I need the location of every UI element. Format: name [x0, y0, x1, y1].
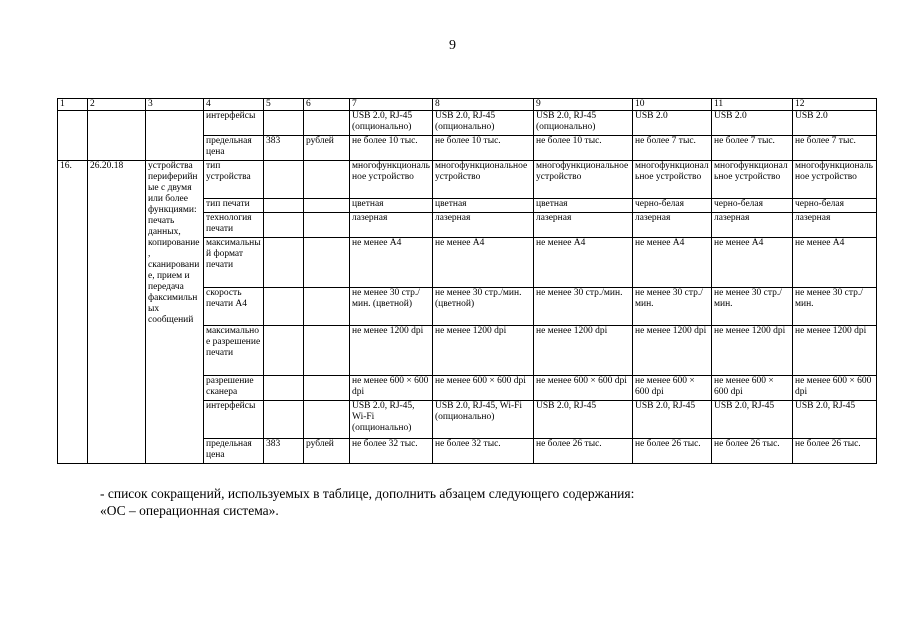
header-cell: 6	[304, 99, 350, 111]
item-name-cell: устройства периферийные с двумя или более функциями: печать данных, копирование, сканирование, прием и передача факсимильных сообщений	[146, 161, 204, 464]
value-cell: черно-белая	[712, 199, 793, 213]
unit-name-cell: рублей	[304, 136, 350, 161]
table-row	[58, 111, 877, 136]
value-cell: не более 32 тыс.	[350, 439, 433, 464]
unit-name-cell	[304, 238, 350, 288]
value-cell: не более 10 тыс.	[534, 136, 633, 161]
value-cell: не более 26 тыс.	[633, 439, 712, 464]
value-cell: не менее 600 × 600 dpi	[350, 376, 433, 401]
abbreviations-note: - список сокращений, используемых в таблице, дополнить абзацем следующего содержания:	[100, 486, 635, 501]
header-cell: 7	[350, 99, 433, 111]
value-cell: не более 7 тыс.	[712, 136, 793, 161]
header-cell: 9	[534, 99, 633, 111]
value-cell: не менее 600 × 600 dpi	[793, 376, 877, 401]
unit-code-cell: 383	[264, 439, 304, 464]
value-cell: лазерная	[633, 213, 712, 238]
unit-name-cell	[304, 288, 350, 326]
value-cell: не более 10 тыс.	[350, 136, 433, 161]
value-cell: USB 2.0, RJ-45, Wi-Fi (опционально)	[350, 401, 433, 439]
characteristic-name: тип устройства	[204, 161, 264, 199]
characteristic-name: скорость печати А4	[204, 288, 264, 326]
characteristic-name: максимальный формат печати	[204, 238, 264, 288]
value-cell: цветная	[433, 199, 534, 213]
page-number: 9	[449, 38, 456, 53]
value-cell: USB 2.0, RJ-45	[534, 401, 633, 439]
value-cell: лазерная	[712, 213, 793, 238]
header-cell: 10	[633, 99, 712, 111]
value-cell: USB 2.0, RJ-45	[793, 401, 877, 439]
value-cell: не менее 30 стр./мин.	[534, 288, 633, 326]
unit-code-cell	[264, 238, 304, 288]
value-cell: не менее 1200 dpi	[793, 326, 877, 376]
unit-code-cell	[264, 401, 304, 439]
characteristic-name: разрешение сканера	[204, 376, 264, 401]
value-cell: не менее 600 × 600 dpi	[534, 376, 633, 401]
unit-name-cell	[304, 111, 350, 136]
value-cell: не менее А4	[433, 238, 534, 288]
value-cell: не менее 30 стр./мин.	[793, 288, 877, 326]
header-cell: 4	[204, 99, 264, 111]
header-cell: 3	[146, 99, 204, 111]
unit-code-cell	[264, 288, 304, 326]
unit-code-cell	[264, 213, 304, 238]
header-cell: 12	[793, 99, 877, 111]
value-cell: USB 2.0, RJ-45 (опционально)	[433, 111, 534, 136]
value-cell: USB 2.0	[712, 111, 793, 136]
value-cell: не менее 600 × 600 dpi	[633, 376, 712, 401]
header-cell: 1	[58, 99, 88, 111]
header-cell: 5	[264, 99, 304, 111]
unit-name-cell	[304, 401, 350, 439]
value-cell: многофункциональное устройство	[350, 161, 433, 199]
unit-code-cell: 383	[264, 136, 304, 161]
characteristic-name: максимальное разрешение печати	[204, 326, 264, 376]
value-cell: не менее 600 × 600 dpi	[433, 376, 534, 401]
value-cell: USB 2.0	[793, 111, 877, 136]
value-cell: USB 2.0, RJ-45	[712, 401, 793, 439]
value-cell: не менее А4	[633, 238, 712, 288]
unit-name-cell: рублей	[304, 439, 350, 464]
value-cell: не более 26 тыс.	[793, 439, 877, 464]
value-cell: не менее 30 стр./мин. (цветной)	[350, 288, 433, 326]
value-cell: многофункциональное устройство	[633, 161, 712, 199]
value-cell: не менее А4	[793, 238, 877, 288]
value-cell: не менее 600 × 600 dpi	[712, 376, 793, 401]
unit-name-cell	[304, 376, 350, 401]
unit-name-cell	[304, 199, 350, 213]
value-cell: лазерная	[433, 213, 534, 238]
item-name-cell	[146, 111, 204, 161]
table-header-row	[58, 99, 877, 111]
item-number-cell: 16.	[58, 161, 88, 464]
header-cell: 8	[433, 99, 534, 111]
value-cell: не менее 30 стр./мин.	[633, 288, 712, 326]
unit-code-cell	[264, 376, 304, 401]
value-cell: не менее А4	[350, 238, 433, 288]
value-cell: лазерная	[350, 213, 433, 238]
value-cell: не более 10 тыс.	[433, 136, 534, 161]
abbreviation-definition: «ОС – операционная система».	[100, 503, 279, 518]
value-cell: USB 2.0, RJ-45	[633, 401, 712, 439]
unit-name-cell	[304, 213, 350, 238]
value-cell: цветная	[350, 199, 433, 213]
unit-code-cell	[264, 111, 304, 136]
value-cell: не более 26 тыс.	[712, 439, 793, 464]
value-cell: цветная	[534, 199, 633, 213]
characteristic-name: тип печати	[204, 199, 264, 213]
value-cell: не менее 1200 dpi	[534, 326, 633, 376]
value-cell: не менее 1200 dpi	[712, 326, 793, 376]
value-cell: многофункциональное устройство	[433, 161, 534, 199]
characteristic-name: интерфейсы	[204, 401, 264, 439]
table-row	[58, 161, 877, 199]
value-cell: не менее 1200 dpi	[633, 326, 712, 376]
item-code-cell	[88, 111, 146, 161]
header-cell: 11	[712, 99, 793, 111]
item-code-cell: 26.20.18	[88, 161, 146, 464]
unit-code-cell	[264, 161, 304, 199]
value-cell: многофункциональное устройство	[712, 161, 793, 199]
value-cell: USB 2.0, RJ-45 (опционально)	[534, 111, 633, 136]
value-cell: черно-белая	[633, 199, 712, 213]
characteristic-name: интерфейсы	[204, 111, 264, 136]
value-cell: не менее А4	[712, 238, 793, 288]
value-cell: не более 7 тыс.	[793, 136, 877, 161]
value-cell: не менее 30 стр./мин.	[712, 288, 793, 326]
unit-name-cell	[304, 326, 350, 376]
value-cell: USB 2.0	[633, 111, 712, 136]
value-cell: не менее 1200 dpi	[350, 326, 433, 376]
specification-table	[57, 98, 877, 464]
value-cell: не более 7 тыс.	[633, 136, 712, 161]
value-cell: черно-белая	[793, 199, 877, 213]
unit-name-cell	[304, 161, 350, 199]
value-cell: лазерная	[793, 213, 877, 238]
characteristic-name: технология печати	[204, 213, 264, 238]
value-cell: не более 32 тыс.	[433, 439, 534, 464]
header-cell: 2	[88, 99, 146, 111]
value-cell: USB 2.0, RJ-45, Wi-Fi (опционально)	[433, 401, 534, 439]
value-cell: лазерная	[534, 213, 633, 238]
unit-code-cell	[264, 199, 304, 213]
value-cell: многофункциональное устройство	[793, 161, 877, 199]
value-cell: USB 2.0, RJ-45 (опционально)	[350, 111, 433, 136]
value-cell: не менее А4	[534, 238, 633, 288]
value-cell: не менее 1200 dpi	[433, 326, 534, 376]
characteristic-name: предельная цена	[204, 136, 264, 161]
characteristic-name: предельная цена	[204, 439, 264, 464]
value-cell: не более 26 тыс.	[534, 439, 633, 464]
item-number-cell	[58, 111, 88, 161]
unit-code-cell	[264, 326, 304, 376]
value-cell: многофункциональное устройство	[534, 161, 633, 199]
value-cell: не менее 30 стр./мин. (цветной)	[433, 288, 534, 326]
